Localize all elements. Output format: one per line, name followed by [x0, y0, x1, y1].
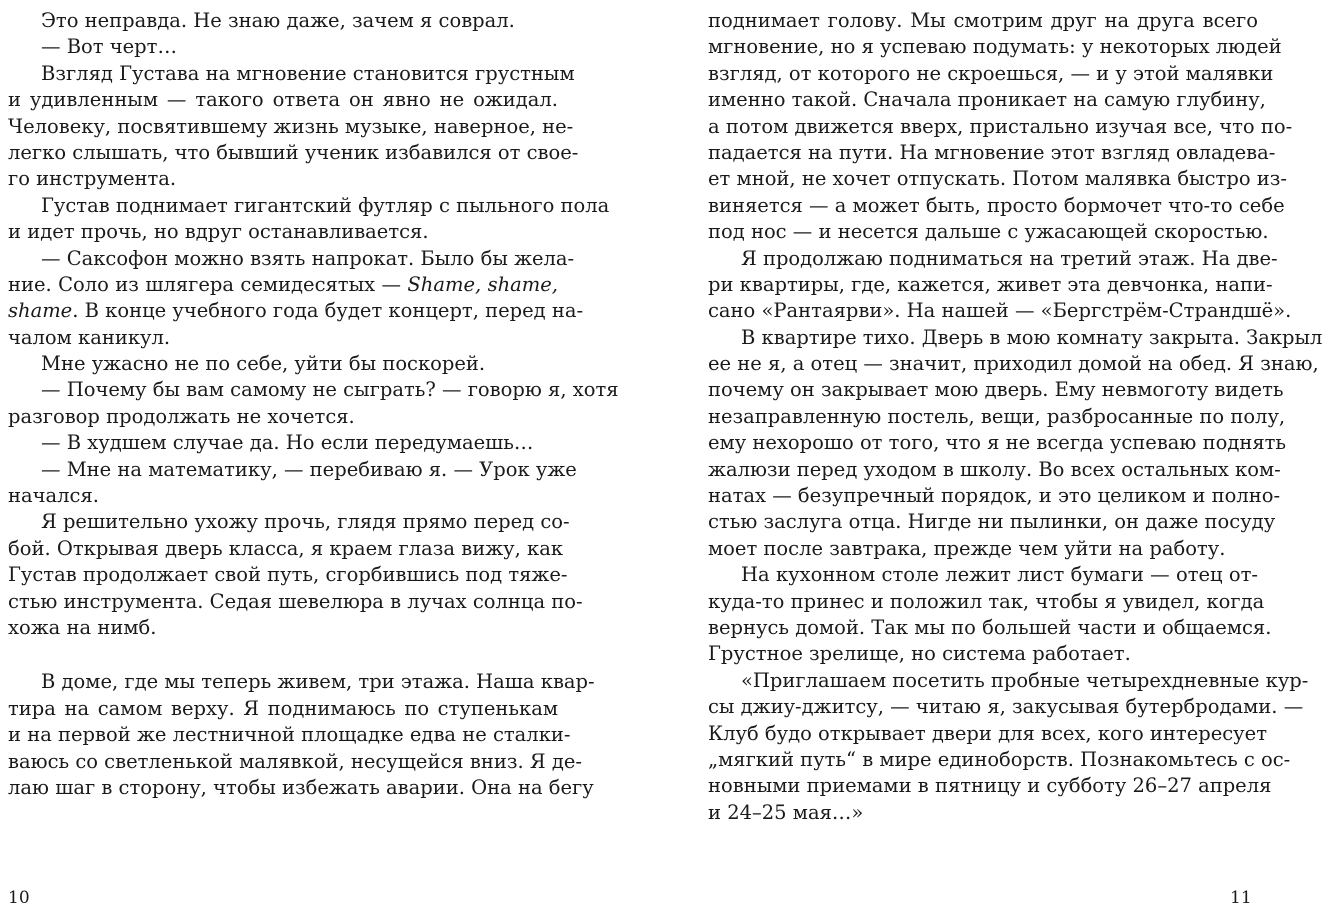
text-line: а потом движется вверх, пристально изучая все, что по- [708, 114, 1293, 138]
text-line: сы джиу-джитсу, — читаю я, закусывая бутербродами. — [708, 695, 1304, 719]
text-line: новными приемами в пятницу и субботу 26–27 апреля [708, 774, 1272, 798]
text-line: го инструмента. [8, 167, 177, 191]
text-line: „мягкий путь“ в мире единоборств. Познакомьтесь с ос- [708, 747, 1291, 771]
text-line: под нос — и несется дальше с ужасающей скоростью. [708, 220, 1269, 244]
text-line: начался. [8, 484, 99, 508]
text-line: Я продолжаю подниматься на третий этаж. На две- [741, 246, 1278, 270]
text-line: разговор продолжать не хочется. [8, 404, 355, 428]
text-line: В квартире тихо. Дверь в мою комнату закрыта. Закрыл [741, 325, 1322, 349]
text-line: моет после завтрака, прежде чем уйти на работу. [708, 536, 1226, 560]
text-line: куда-то принес и положил так, чтобы я увидел, когда [708, 589, 1265, 613]
text-line: и удивленным — такого ответа он явно не ожидал. [8, 88, 558, 112]
text-line: — Саксофон можно взять напрокат. Было бы жела- [41, 246, 575, 270]
page-number-right: 11 [1230, 888, 1252, 908]
text-line: На кухонном столе лежит лист бумаги — отец от- [741, 563, 1258, 587]
text-line: — Вот черт… [41, 35, 177, 59]
text-line: Густав поднимает гигантский футляр с пыльного пола [41, 193, 610, 217]
text-line: стью инструмента. Седая шевелюра в лучах солнца по- [8, 589, 583, 613]
text-line: сано «Рантаярви». На нашей — «Бергстрём-Страндшё». [708, 299, 1292, 323]
text-line: стью заслуга отца. Нигде ни пылинки, он даже посуду [708, 510, 1276, 534]
text-line: shame. В конце учебного года будет концерт, перед на- [8, 299, 584, 323]
text-line: вернусь домой. Так мы по большей части и общаемся. [708, 615, 1272, 639]
text-line: взгляд, от которого не скроешься, — и у этой малявки [708, 61, 1274, 85]
text-line: — В худшем случае да. Но если передумаешь… [41, 431, 534, 455]
text-line: лаю шаг в сторону, чтобы избежать аварии. Она на бегу [8, 775, 594, 799]
text-line: Взгляд Густава на мгновение становится грустным [41, 61, 575, 85]
text-line: тира на самом верху. Я поднимаюсь по ступенькам [8, 696, 558, 720]
text-line: Клуб будо открывает двери для всех, кого интересует [708, 721, 1267, 745]
text-line: ему нехорошо от того, что я не всегда успеваю поднять [708, 431, 1287, 455]
text-line: «Приглашаем посетить пробные четырехдневные кур- [741, 668, 1309, 692]
text-line: Человеку, посвятившему жизнь музыке, наверное, не- [8, 114, 574, 138]
text-line: легко слышать, что бывший ученик избавился от свое- [8, 140, 579, 164]
text-line: Мне ужасно не по себе, уйти бы поскорей. [41, 352, 486, 376]
text-line: Густав продолжает свой путь, сгорбившись под тяже- [8, 563, 568, 587]
text-line: жалюзи перед уходом в школу. Во всех остальных ком- [708, 457, 1281, 481]
text-line: падается на пути. На мгновение этот взгляд овладева- [708, 140, 1276, 164]
text-line: ет мной, не хочет отпускать. Потом малявка быстро из- [708, 167, 1287, 191]
text-line: Грустное зрелище, но система работает. [708, 642, 1131, 666]
left-page-text [8, 8, 619, 801]
text-line: бой. Открывая дверь класса, я краем глаза вижу, как [8, 536, 564, 560]
text-line: и на первой же лестничной площадке едва не сталки- [8, 723, 571, 747]
text-line: мгновение, но я успеваю подумать: у некоторых людей [708, 35, 1282, 59]
text-line: ее не я, а отец — значит, приходил домой на обед. Я знаю, [708, 352, 1319, 376]
text-line: почему он закрывает мою дверь. Ему невмоготу видеть [708, 378, 1284, 402]
text-line: натах — безупречный порядок, и это целиком и полно- [708, 484, 1281, 508]
text-line: ние. Соло из шлягера семидесятых — Shame, shame, [8, 272, 558, 296]
text-line: Я решительно ухожу прочь, глядя прямо перед со- [41, 510, 570, 534]
text-line: виняется — а может быть, просто бормочет что-то себе [708, 193, 1285, 217]
text-line: ваюсь со светленькой малявкой, несущейся вниз. Я де- [8, 749, 582, 773]
text-line: ри квартиры, где, кажется, живет эта девчонка, напи- [708, 272, 1273, 296]
text-line: Это неправда. Не знаю даже, зачем я соврал. [41, 9, 515, 32]
text-line: — Почему бы вам самому не сыграть? — говорю я, хотя [41, 378, 619, 402]
text-line: хожа на нимб. [8, 615, 157, 639]
text-line: и 24–25 мая…» [708, 800, 864, 824]
page-number-left: 10 [8, 888, 30, 908]
right-page-text [708, 8, 1322, 826]
text-line: именно такой. Сначала проникает на самую глубину, [708, 88, 1266, 112]
text-line: В доме, где мы теперь живем, три этажа. Наша квар- [41, 670, 595, 694]
text-line: и идет прочь, но вдруг останавливается. [8, 220, 429, 244]
text-line: чалом каникул. [8, 325, 171, 349]
text-line: незаправленную постель, вещи, разбросанные по полу, [708, 404, 1286, 428]
text-line: поднимает голову. Мы смотрим друг на друга всего [708, 9, 1258, 32]
text-line: — Мне на математику, — перебиваю я. — Урок уже [41, 457, 577, 481]
